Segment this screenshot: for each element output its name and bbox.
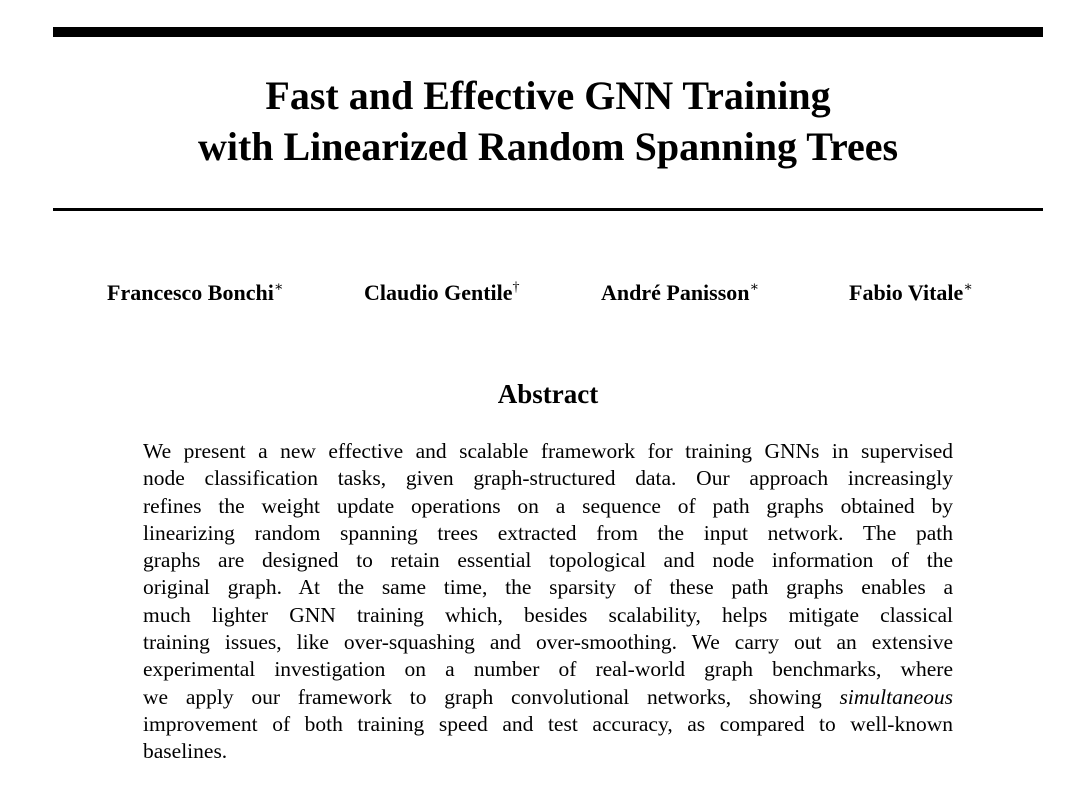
abstract-heading: Abstract bbox=[497, 379, 599, 409]
affiliation-mark: ∗ bbox=[749, 280, 760, 295]
abstract-line: graphs are designed to retain essential topological and node information of the bbox=[143, 548, 953, 573]
abstract-line: original graph. At the same time, the sparsity of these path graphs enables a bbox=[143, 575, 953, 600]
abstract-line: refines the weight update operations on a sequence of path graphs obtained by bbox=[143, 493, 953, 518]
author-4 bbox=[849, 278, 973, 308]
author-name: Fabio Vitale bbox=[849, 280, 964, 305]
title-bottom-rule bbox=[53, 208, 1043, 211]
abstract-line: linearizing random spanning trees extracted from the input network. The path bbox=[143, 520, 953, 545]
abstract-line: baselines. bbox=[143, 739, 228, 764]
abstract-line: We present a new effective and scalable framework for training GNNs in supervised bbox=[143, 439, 953, 463]
top-rule bbox=[53, 27, 1043, 37]
author-name: Francesco Bonchi bbox=[107, 280, 274, 305]
abstract-line: training issues, like over-squashing and over-smoothing. We carry out an extensive bbox=[143, 630, 953, 655]
abstract-line-text: we apply our framework to graph convolutional networks, showing bbox=[143, 684, 840, 709]
abstract-body bbox=[143, 438, 953, 766]
paper-title bbox=[53, 70, 1043, 172]
author-name: Claudio Gentile bbox=[364, 280, 513, 305]
author-list bbox=[53, 278, 1043, 310]
title-line-2: with Linearized Random Spanning Trees bbox=[197, 124, 899, 169]
affiliation-mark: ∗ bbox=[273, 280, 284, 295]
author-2 bbox=[364, 278, 520, 308]
emphasis-word: simultaneous bbox=[839, 684, 953, 709]
abstract-line: improvement of both training speed and test accuracy, as compared to well-known bbox=[143, 711, 953, 736]
author-3 bbox=[601, 278, 759, 308]
abstract-line: experimental investigation on a number of real-world graph benchmarks, where bbox=[143, 657, 953, 682]
title-line-1: Fast and Effective GNN Training bbox=[265, 73, 831, 118]
author-name: André Panisson bbox=[601, 280, 750, 305]
abstract-line-with-emphasis bbox=[143, 684, 953, 711]
affiliation-mark: ∗ bbox=[963, 280, 973, 295]
abstract-line: much lighter GNN training which, besides scalability, helps mitigate classical bbox=[143, 602, 953, 627]
abstract-line: node classification tasks, given graph-structured data. Our approach increasingly bbox=[143, 466, 953, 491]
affiliation-mark: † bbox=[512, 280, 520, 295]
author-1 bbox=[107, 278, 283, 308]
